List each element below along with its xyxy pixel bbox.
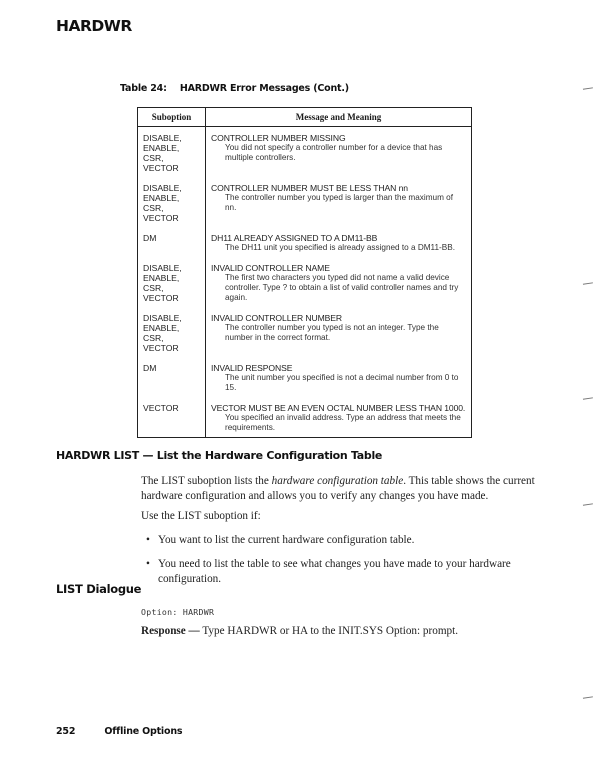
error-meaning: The DH11 unit you specified is already assigned to a DM11-BB. [225, 243, 455, 252]
option-prompt: Option: HARDWR [141, 607, 215, 617]
suboption-name: VECTOR [143, 213, 179, 223]
suboption-cell [138, 357, 206, 397]
table-header-row [138, 108, 472, 127]
suboption-name: VECTOR [143, 163, 179, 173]
message-cell [206, 177, 472, 227]
table-row [138, 397, 472, 438]
message-cell [206, 307, 472, 357]
message-cell [206, 397, 472, 438]
suboption-name: VECTOR [143, 343, 179, 353]
error-message: VECTOR MUST BE AN EVEN OCTAL NUMBER LESS THAN 1000. [211, 403, 466, 413]
suboption-cell [138, 127, 206, 178]
suboption-cell [138, 397, 206, 438]
table-row [138, 177, 472, 227]
error-message: DH11 ALREADY ASSIGNED TO A DM11-BB [211, 233, 378, 243]
suboption-name: CSR, [143, 153, 164, 163]
error-meaning: You specified an invalid address. Type an address that meets the requirements. [225, 413, 461, 432]
list-item [141, 557, 561, 587]
intro-text-rest: . This table shows the current hardware configuration and allows you to verify any changes you have made. [141, 475, 535, 502]
message-cell [206, 227, 472, 257]
column-header-message: Message and Meaning [206, 108, 472, 127]
error-meaning: The controller number you typed is not an integer. Type the number in the correct format. [225, 323, 439, 342]
table-caption [120, 83, 349, 94]
suboption-name: DISABLE, [143, 263, 182, 273]
table-number: Table 24: [120, 83, 167, 94]
error-meaning: The controller number you typed is larger than the maximum of nn. [225, 193, 453, 212]
suboption-name: DISABLE, [143, 313, 182, 323]
error-meaning: The unit number you specified is not a decimal number from 0 to 15. [225, 373, 459, 392]
use-if-paragraph: Use the LIST suboption if: [141, 510, 261, 522]
list-intro-paragraph [141, 474, 561, 504]
section-heading-list: HARDWR LIST — List the Hardware Configuration Table [56, 449, 383, 462]
running-head: HARDWR [56, 17, 132, 35]
error-message: INVALID RESPONSE [211, 363, 293, 373]
margin-mark [583, 397, 593, 400]
suboption-name: ENABLE, [143, 273, 180, 283]
table-row [138, 127, 472, 178]
suboption-name: DM [143, 363, 157, 373]
response-text: Type HARDWR or HA to the INIT.SYS Option: prompt. [199, 625, 459, 637]
list-item-text: You need to list the table to see what changes you have made to your hardware configuration. [158, 558, 511, 585]
suboption-name: CSR, [143, 203, 164, 213]
column-header-suboption: Suboption [138, 108, 206, 127]
table-row [138, 357, 472, 397]
intro-text: The LIST suboption lists the [141, 475, 272, 487]
message-cell [206, 127, 472, 178]
error-messages-table [137, 107, 472, 438]
list-item [141, 533, 561, 548]
suboption-name: DM [143, 233, 157, 243]
error-message: INVALID CONTROLLER NAME [211, 263, 330, 273]
suboption-cell [138, 307, 206, 357]
message-cell [206, 357, 472, 397]
bullet-icon: • [146, 534, 150, 546]
margin-mark [583, 282, 593, 285]
response-label: Response — [141, 625, 200, 637]
error-message: CONTROLLER NUMBER MISSING [211, 133, 346, 143]
suboption-name: VECTOR [143, 293, 179, 303]
suboption-name: ENABLE, [143, 323, 180, 333]
suboption-cell [138, 257, 206, 307]
table-row [138, 227, 472, 257]
suboption-name: CSR, [143, 283, 164, 293]
table-title: HARDWR Error Messages (Cont.) [179, 83, 349, 94]
footer-section: Offline Options [104, 726, 183, 737]
intro-term: hardware configuration table [271, 475, 404, 487]
section-heading-dialogue: LIST Dialogue [56, 582, 142, 596]
suboption-name: CSR, [143, 333, 164, 343]
list-item-text: You want to list the current hardware configuration table. [158, 534, 415, 546]
page-footer [56, 726, 182, 737]
suboption-cell [138, 177, 206, 227]
bullet-icon: • [146, 558, 150, 570]
message-cell [206, 257, 472, 307]
response-line [141, 625, 458, 637]
suboption-cell [138, 227, 206, 257]
table-row [138, 307, 472, 357]
page-number: 252 [56, 726, 76, 737]
error-message: INVALID CONTROLLER NUMBER [211, 313, 343, 323]
use-cases-list [141, 533, 561, 587]
margin-mark [583, 503, 593, 506]
suboption-name: DISABLE, [143, 183, 182, 193]
suboption-name: VECTOR [143, 403, 179, 413]
margin-mark [583, 87, 593, 90]
error-meaning: The first two characters you typed did not name a valid device controller. Type ? to obtain a list of valid controller names and try again. [225, 273, 459, 302]
table-row [138, 257, 472, 307]
error-meaning: You did not specify a controller number for a device that has multiple controllers. [225, 143, 443, 162]
suboption-name: ENABLE, [143, 143, 180, 153]
suboption-name: DISABLE, [143, 133, 182, 143]
suboption-name: ENABLE, [143, 193, 180, 203]
margin-mark [583, 696, 593, 699]
error-message: CONTROLLER NUMBER MUST BE LESS THAN nn [211, 183, 408, 193]
